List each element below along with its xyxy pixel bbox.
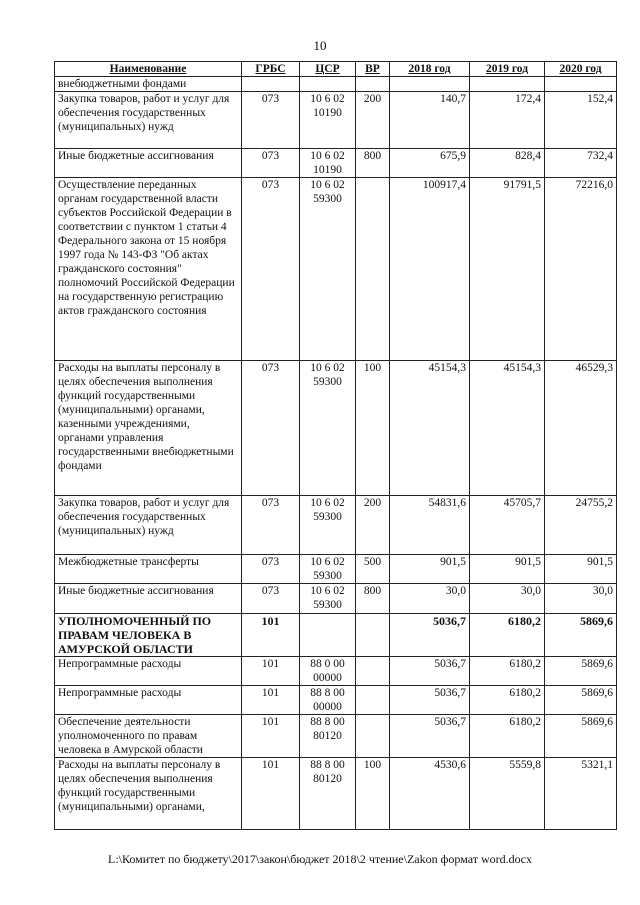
cell-2020: 24755,2 (545, 496, 617, 555)
cell-2019: 91791,5 (470, 178, 545, 361)
cell-vr: 200 (356, 92, 390, 149)
cell-vr (356, 657, 390, 686)
cell-2018: 45154,3 (390, 361, 470, 496)
cell-grbs: 073 (242, 555, 300, 584)
cell-csr: 88 8 00 00000 (300, 686, 356, 715)
cell-2019: 6180,2 (470, 715, 545, 758)
cell-vr (356, 686, 390, 715)
table-row (55, 715, 617, 758)
cell-csr: 10 6 02 59300 (300, 555, 356, 584)
cell-grbs: 101 (242, 686, 300, 715)
table-row (55, 614, 617, 657)
cell-csr: 88 8 00 80120 (300, 715, 356, 758)
table-header-row (55, 62, 617, 77)
cell-name: Закупка товаров, работ и услуг для обеспечения государственных (муниципальных) нужд (55, 496, 242, 555)
cell-2018: 100917,4 (390, 178, 470, 361)
cell-grbs: 073 (242, 584, 300, 614)
cell-csr: 10 6 02 59300 (300, 584, 356, 614)
header-vr: ВР (356, 62, 390, 77)
file-path-footer: L:\Комитет по бюджету\2017\закон\бюджет 2018\2 чтение\Zakon формат word.docx (108, 852, 532, 866)
cell-grbs (242, 77, 300, 92)
cell-name: Иные бюджетные ассигнования (55, 584, 242, 614)
cell-vr (356, 77, 390, 92)
cell-2020: 901,5 (545, 555, 617, 584)
table-row (55, 758, 617, 830)
cell-csr: 88 8 00 80120 (300, 758, 356, 830)
table-row (55, 77, 617, 92)
cell-vr: 800 (356, 149, 390, 178)
table-row (55, 178, 617, 361)
table-body (55, 77, 617, 830)
cell-vr (356, 178, 390, 361)
cell-name: Непрограммные расходы (55, 657, 242, 686)
cell-2019: 6180,2 (470, 614, 545, 657)
cell-grbs: 073 (242, 92, 300, 149)
cell-2018: 54831,6 (390, 496, 470, 555)
cell-2019: 172,4 (470, 92, 545, 149)
cell-2018: 30,0 (390, 584, 470, 614)
table-row (55, 92, 617, 149)
cell-2018: 5036,7 (390, 614, 470, 657)
table-row (55, 686, 617, 715)
cell-2019: 45154,3 (470, 361, 545, 496)
cell-2020: 5869,6 (545, 614, 617, 657)
cell-2020: 152,4 (545, 92, 617, 149)
cell-name: внебюджетными фондами (55, 77, 242, 92)
cell-csr: 10 6 02 10190 (300, 149, 356, 178)
table-row (55, 496, 617, 555)
cell-name: Межбюджетные трансферты (55, 555, 242, 584)
cell-2018: 675,9 (390, 149, 470, 178)
cell-csr: 10 6 02 59300 (300, 178, 356, 361)
cell-2019: 5559,8 (470, 758, 545, 830)
cell-2020: 30,0 (545, 584, 617, 614)
cell-2020: 5321,1 (545, 758, 617, 830)
cell-2019: 30,0 (470, 584, 545, 614)
cell-csr: 10 6 02 59300 (300, 361, 356, 496)
cell-2019: 901,5 (470, 555, 545, 584)
cell-2019: 6180,2 (470, 657, 545, 686)
cell-grbs: 073 (242, 178, 300, 361)
cell-2020: 5869,6 (545, 686, 617, 715)
cell-2018 (390, 77, 470, 92)
header-name: Наименование (55, 62, 242, 77)
cell-name: Иные бюджетные ассигнования (55, 149, 242, 178)
cell-2018: 140,7 (390, 92, 470, 149)
cell-name: Расходы на выплаты персоналу в целях обеспечения выполнения функций государственными (муниципальными) органами, (55, 758, 242, 830)
cell-csr (300, 77, 356, 92)
cell-vr: 800 (356, 584, 390, 614)
cell-2020: 5869,6 (545, 715, 617, 758)
cell-2020: 72216,0 (545, 178, 617, 361)
cell-2020: 732,4 (545, 149, 617, 178)
cell-grbs: 101 (242, 614, 300, 657)
cell-2019: 6180,2 (470, 686, 545, 715)
cell-vr: 100 (356, 361, 390, 496)
cell-vr (356, 614, 390, 657)
cell-grbs: 073 (242, 149, 300, 178)
cell-csr (300, 614, 356, 657)
cell-name: Непрограммные расходы (55, 686, 242, 715)
cell-csr: 10 6 02 59300 (300, 496, 356, 555)
header-2018: 2018 год (390, 62, 470, 77)
cell-2020: 5869,6 (545, 657, 617, 686)
table-row (55, 555, 617, 584)
table-row (55, 361, 617, 496)
cell-2019: 828,4 (470, 149, 545, 178)
table-row (55, 657, 617, 686)
budget-table (54, 61, 617, 830)
table-row (55, 584, 617, 614)
cell-name: Расходы на выплаты персоналу в целях обеспечения выполнения функций государственными (муниципальными) органами, казенными учреждениями, органами управления государственными внебюджетными фондами (55, 361, 242, 496)
cell-vr (356, 715, 390, 758)
cell-name: Осуществление переданных органам государственной власти субъектов Российской Федерации в соответствии с пунктом 1 статьи 4 Федерального закона от 15 ноября 1997 года № 143-ФЗ "Об актах гражданского состояния" полномочий Российской Федерации на государственную регистрацию актов гражданского состояния (55, 178, 242, 361)
header-2020: 2020 год (545, 62, 617, 77)
page-number: 10 (313, 38, 327, 53)
cell-2020 (545, 77, 617, 92)
cell-grbs: 101 (242, 715, 300, 758)
cell-grbs: 101 (242, 657, 300, 686)
cell-2018: 5036,7 (390, 657, 470, 686)
header-grbs: ГРБС (242, 62, 300, 77)
cell-2019: 45705,7 (470, 496, 545, 555)
cell-grbs: 073 (242, 496, 300, 555)
cell-2020: 46529,3 (545, 361, 617, 496)
table-row (55, 149, 617, 178)
cell-2018: 5036,7 (390, 686, 470, 715)
cell-vr: 500 (356, 555, 390, 584)
cell-vr: 100 (356, 758, 390, 830)
header-csr: ЦСР (300, 62, 356, 77)
cell-2018: 5036,7 (390, 715, 470, 758)
cell-2018: 901,5 (390, 555, 470, 584)
cell-name: УПОЛНОМОЧЕННЫЙ ПО ПРАВАМ ЧЕЛОВЕКА В АМУРСКОЙ ОБЛАСТИ (55, 614, 242, 657)
cell-grbs: 073 (242, 361, 300, 496)
cell-grbs: 101 (242, 758, 300, 830)
cell-2019 (470, 77, 545, 92)
cell-name: Закупка товаров, работ и услуг для обеспечения государственных (муниципальных) нужд (55, 92, 242, 149)
cell-name: Обеспечение деятельности уполномоченного по правам человека в Амурской области (55, 715, 242, 758)
cell-vr: 200 (356, 496, 390, 555)
cell-csr: 88 0 00 00000 (300, 657, 356, 686)
cell-csr: 10 6 02 10190 (300, 92, 356, 149)
header-2019: 2019 год (470, 62, 545, 77)
cell-2018: 4530,6 (390, 758, 470, 830)
